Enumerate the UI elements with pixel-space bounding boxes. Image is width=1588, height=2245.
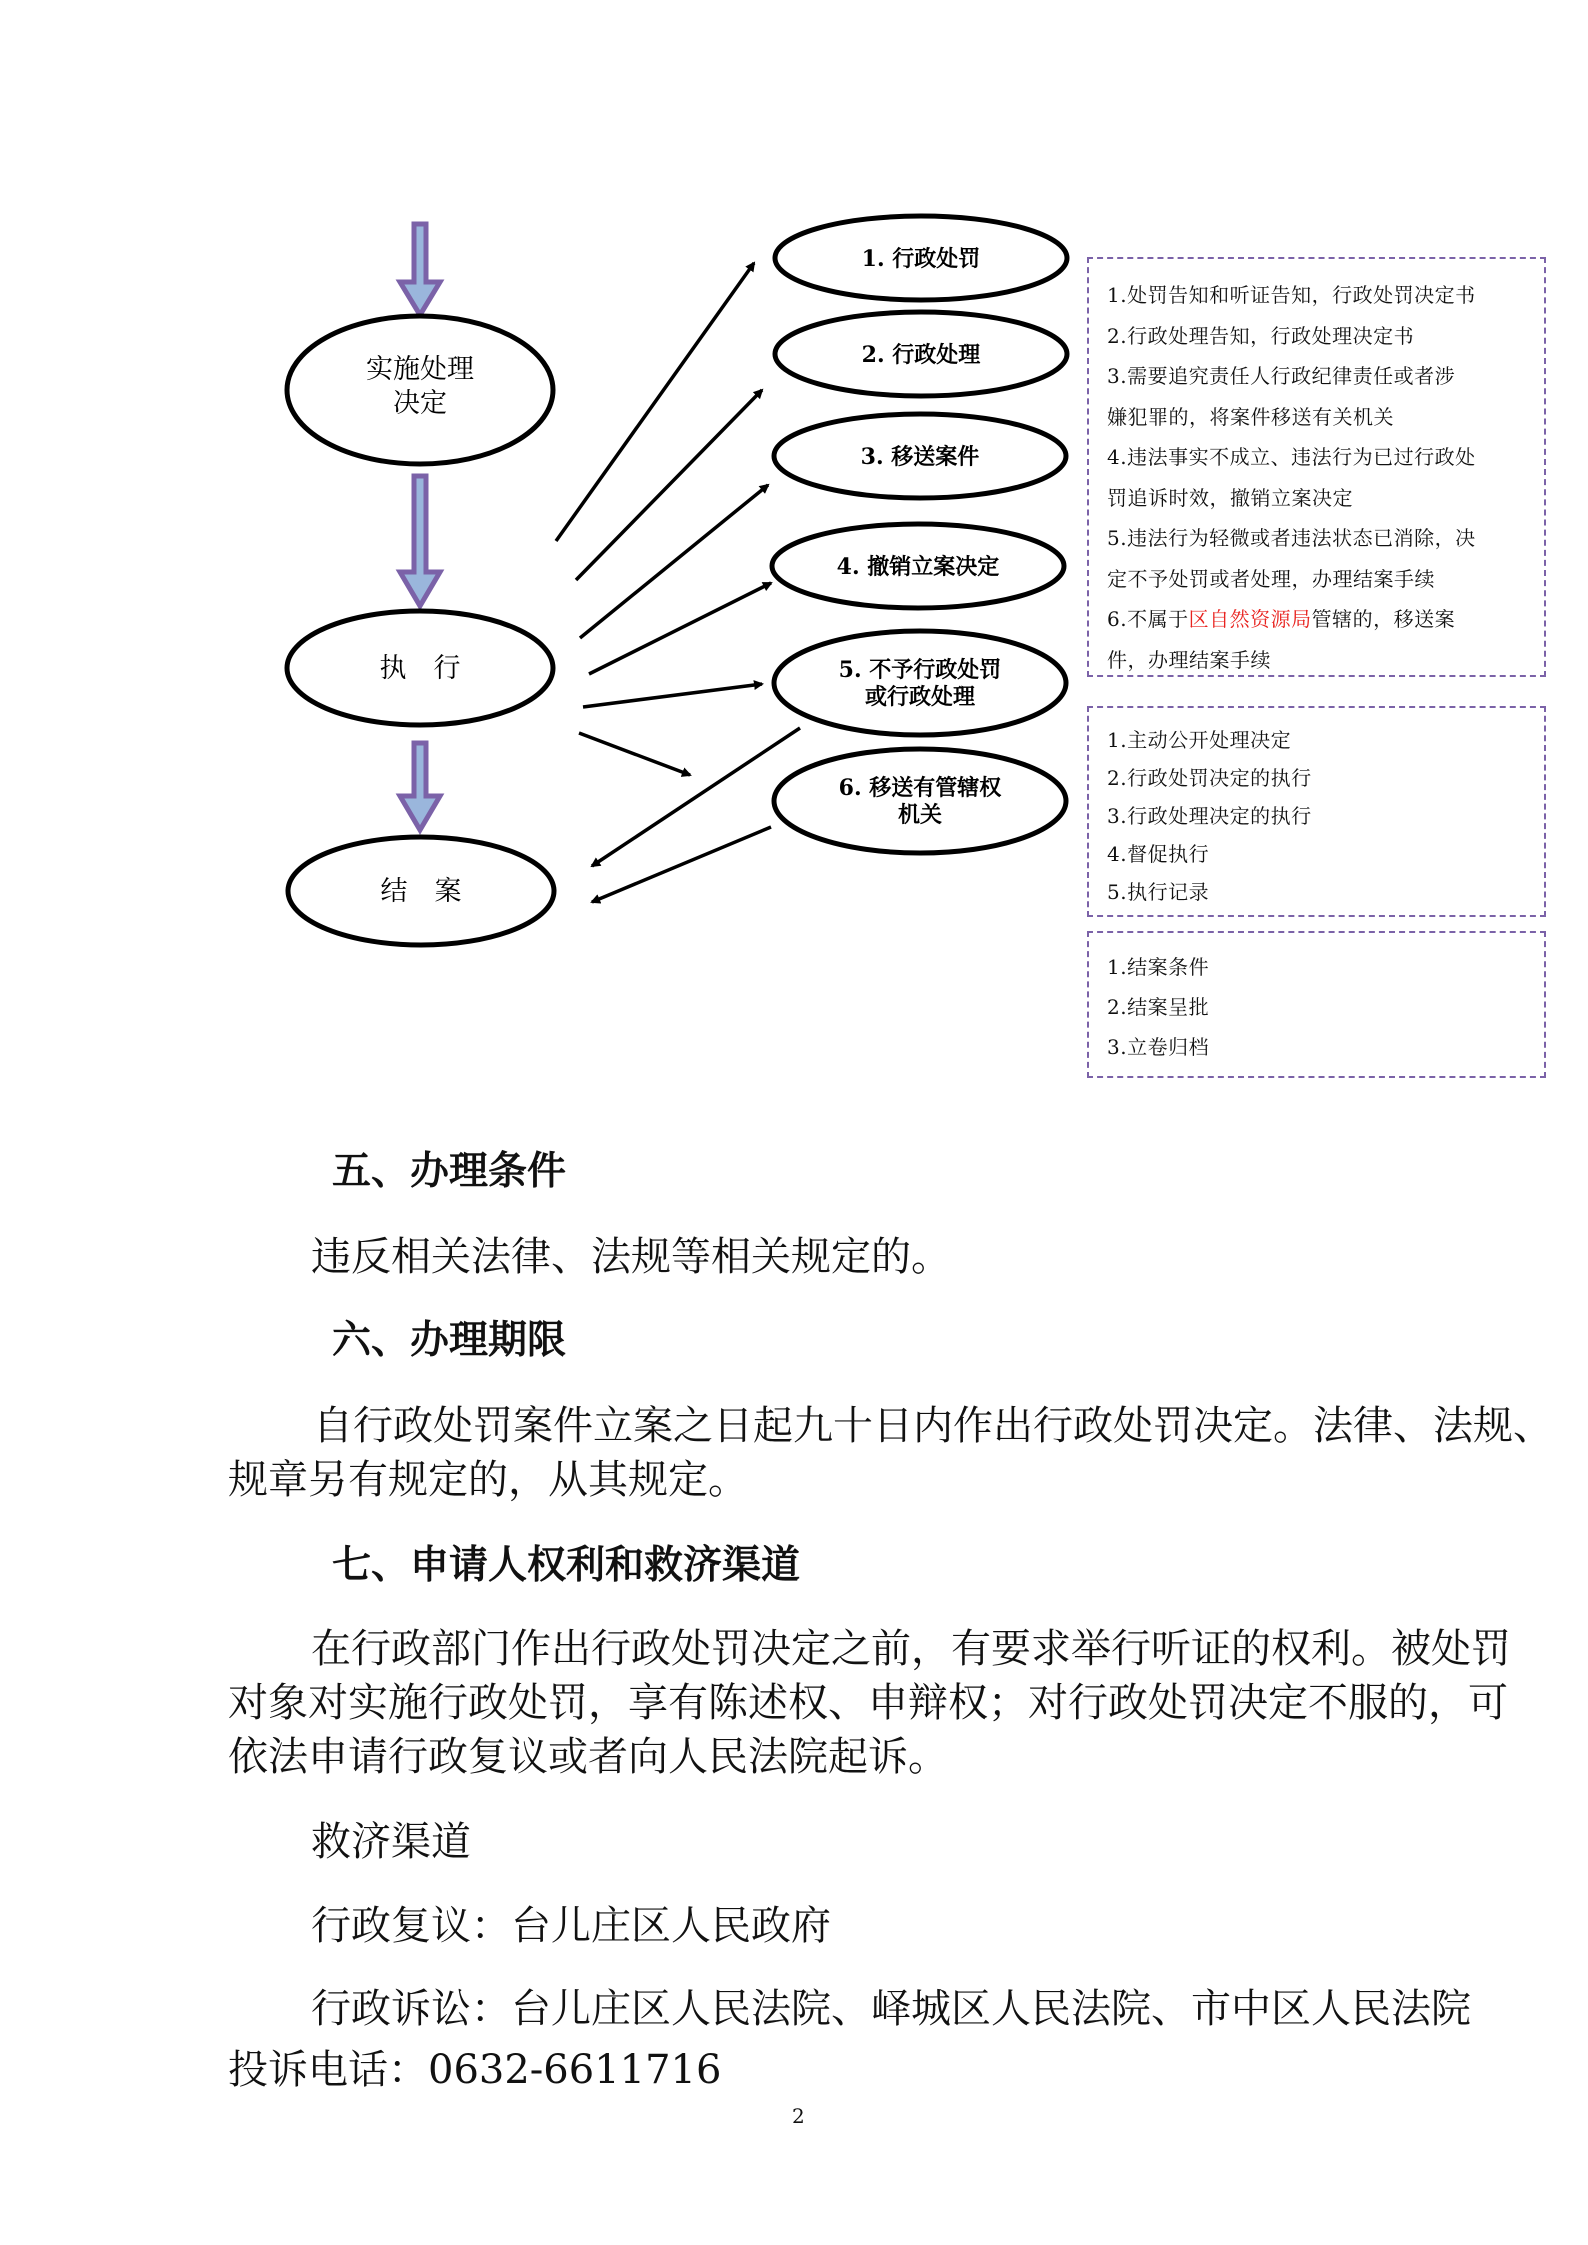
note-line: 3.需要追究责任人行政纪律责任或者涉	[1107, 364, 1456, 388]
conditions-text: 违反相关法律、法规等相关规定的。	[311, 1234, 951, 1280]
node-admin-handling	[775, 312, 1067, 396]
node-transfer-jurisdiction	[774, 749, 1066, 853]
note-line: 1.处罚告知和听证告知，行政处罚决定书	[1107, 283, 1476, 307]
svg-text:机关: 机关	[897, 802, 943, 828]
arrow-to-transfer	[580, 485, 768, 638]
down-arrow-icon	[400, 476, 440, 606]
node-execute	[287, 611, 553, 725]
highlight-agency: 区自然资源局	[1188, 607, 1312, 631]
node-no-penalty	[774, 631, 1066, 735]
note-text: 管辖的，移送案	[1311, 607, 1456, 631]
note-line: 罚追诉时效，撤销立案决定	[1107, 486, 1353, 510]
admin-review: 行政复议：台儿庄区人民政府	[311, 1903, 831, 1949]
svg-text:2. 行政处理: 2. 行政处理	[861, 342, 981, 368]
admin-litigation: 行政诉讼：台儿庄区人民法院、峄城区人民法院、市中区人民法院	[311, 1986, 1471, 2032]
note-line: 2.结案呈批	[1107, 995, 1210, 1019]
arrow-jurisdiction-to-close	[592, 827, 771, 902]
note-line: 4.督促执行	[1107, 842, 1210, 866]
note-line: 1.主动公开处理决定	[1107, 728, 1292, 752]
note-line: 1.结案条件	[1107, 955, 1210, 979]
note-line: 5.执行记录	[1107, 880, 1210, 904]
heading-conditions: 五、办理条件	[332, 1149, 567, 1194]
note-line: 2.行政处理告知，行政处理决定书	[1107, 324, 1415, 348]
heading-rights: 七、申请人权利和救济渠道	[332, 1543, 801, 1588]
svg-text:结 案: 结 案	[380, 876, 462, 907]
rights-text: 对象对实施行政处罚，享有陈述权、申辩权；对行政处罚决定不服的，可	[228, 1680, 1508, 1726]
down-arrow-icon	[400, 224, 440, 315]
down-arrow-icon	[400, 743, 440, 830]
remedy-label: 救济渠道	[311, 1819, 471, 1865]
note-line: 件，办理结案手续	[1107, 648, 1271, 672]
svg-text:5. 不予行政处罚: 5. 不予行政处罚	[838, 657, 1002, 683]
arrow-to-jurisdiction	[579, 733, 690, 775]
arrow-to-handling	[576, 390, 762, 580]
closing-notes-box	[1087, 931, 1546, 1078]
note-line: 2.行政处罚决定的执行	[1107, 766, 1312, 790]
note-line: 3.行政处理决定的执行	[1107, 804, 1312, 828]
node-admin-penalty	[775, 216, 1067, 300]
rights-text: 依法申请行政复议或者向人民法院起诉。	[228, 1734, 948, 1780]
heading-time-limit: 六、办理期限	[332, 1318, 567, 1363]
note-line: 3.立卷归档	[1107, 1035, 1210, 1059]
arrow-to-revoke	[589, 583, 771, 674]
node-implement-decision	[287, 316, 553, 464]
note-line: 嫌犯罪的，将案件移送有关机关	[1107, 405, 1394, 429]
svg-text:实施处理: 实施处理	[366, 354, 474, 385]
svg-text:或行政处理: 或行政处理	[864, 684, 976, 710]
arrow-to-no-penalty	[583, 684, 762, 707]
svg-text:3. 移送案件: 3. 移送案件	[860, 444, 980, 470]
rights-text: 在行政部门作出行政处罚决定之前，有要求举行听证的权利。被处罚	[311, 1626, 1511, 1672]
note-line: 定不予处罚或者处理，办理结案手续	[1107, 567, 1435, 591]
decision-notes-box	[1087, 257, 1546, 677]
note-text: 6.不属于	[1107, 607, 1189, 631]
note-line: 5.违法行为轻微或者违法状态已消除，决	[1107, 526, 1476, 550]
note-line: 4.违法事实不成立、违法行为已过行政处	[1107, 445, 1476, 469]
svg-text:决定: 决定	[393, 388, 447, 419]
execution-notes-box	[1087, 706, 1546, 917]
node-transfer-case	[774, 414, 1066, 498]
complaint-phone: 投诉电话：0632-6611716	[228, 2047, 722, 2093]
node-close-case	[288, 837, 554, 945]
svg-text:执 行: 执 行	[379, 653, 461, 684]
svg-text:4. 撤销立案决定: 4. 撤销立案决定	[836, 554, 1000, 580]
note-line	[1107, 603, 1455, 632]
time-limit-text: 规章另有规定的，从其规定。	[228, 1457, 748, 1503]
page-number: 2	[792, 2104, 805, 2128]
time-limit-text: 自行政处罚案件立案之日起九十日内作出行政处罚决定。法律、法规、	[313, 1403, 1553, 1449]
svg-text:1. 行政处罚: 1. 行政处罚	[861, 246, 981, 272]
svg-text:6. 移送有管辖权: 6. 移送有管辖权	[838, 775, 1002, 801]
node-revoke-filing	[772, 524, 1064, 608]
